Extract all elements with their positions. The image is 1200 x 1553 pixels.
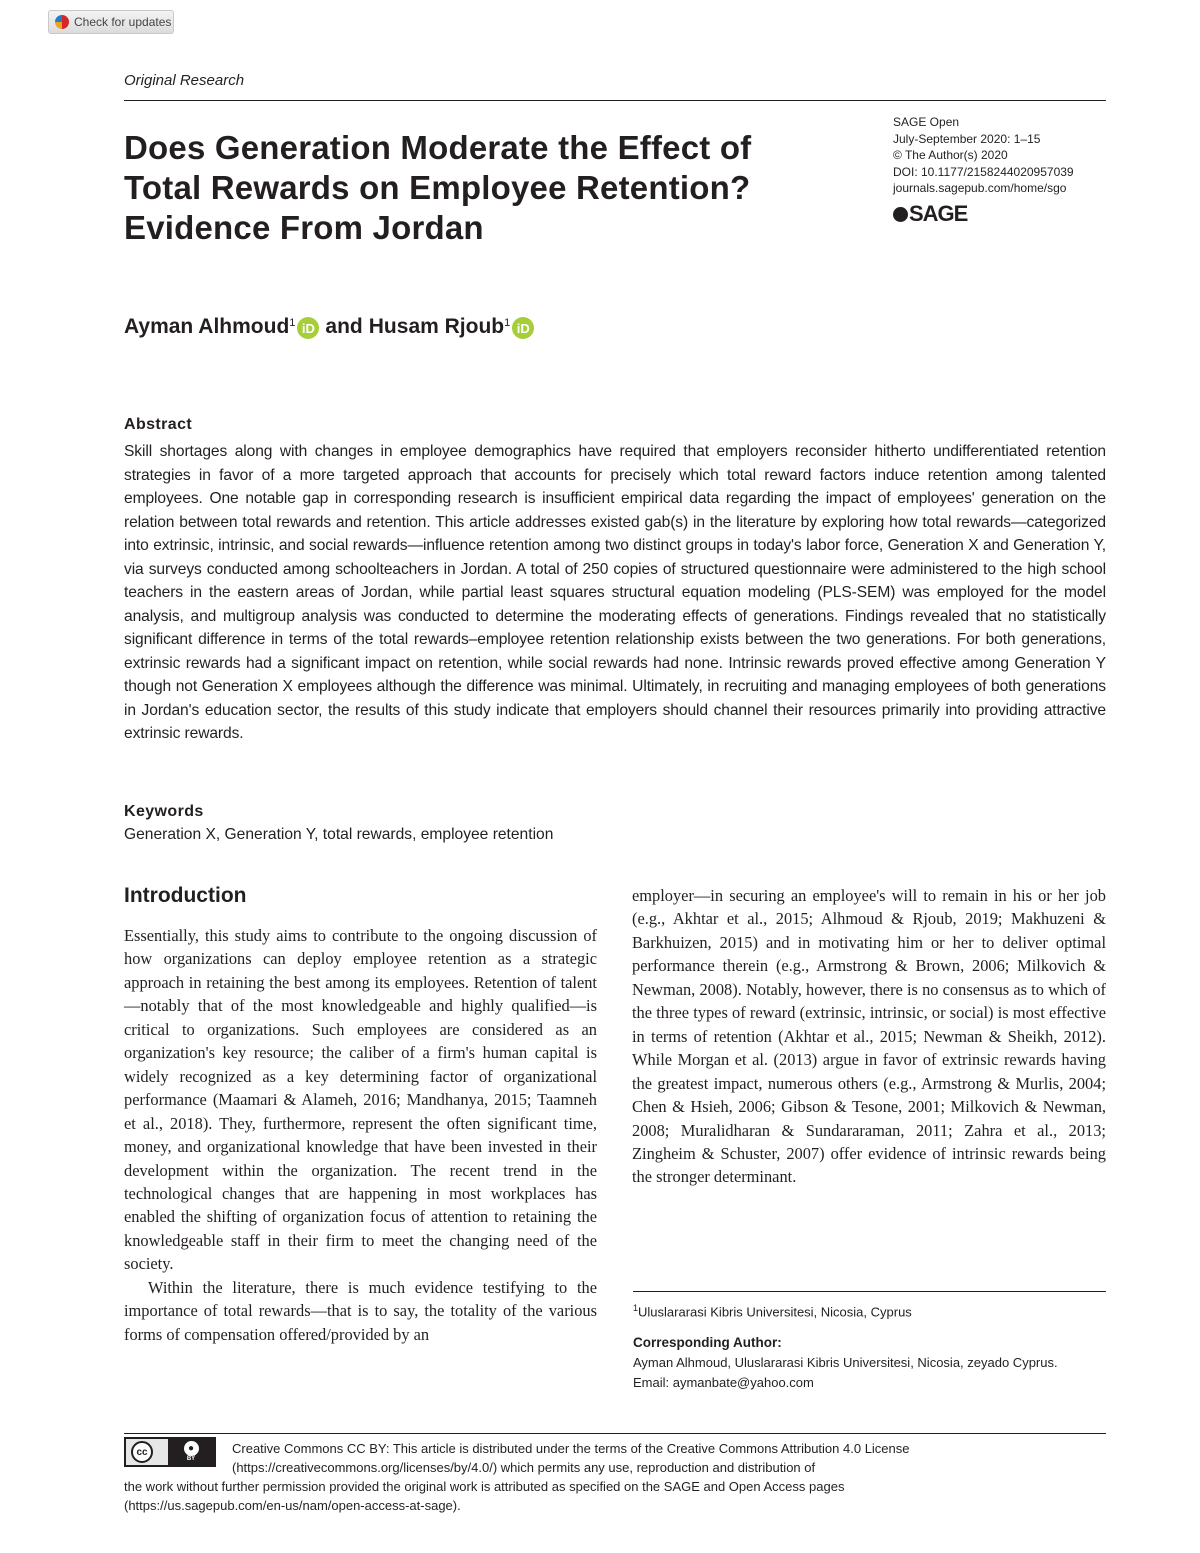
attribution-label: BY (186, 1456, 196, 1462)
journal-url-link[interactable]: journals.sagepub.com/home/sgo (893, 181, 1067, 195)
introduction-heading: Introduction (124, 884, 247, 907)
corresponding-author-heading: Corresponding Author: (633, 1335, 782, 1350)
attribution-icon (168, 1439, 214, 1465)
check-for-updates-label: Check for updates (74, 15, 172, 29)
license-url-link[interactable]: (https://creativecommons.org/licenses/by/4.0/) which permits any use, reproduction and distribution of (232, 1460, 816, 1475)
license-text-line: the work without further permission provided the original work is attributed as specified on the SAGE and Open Access pages (124, 1479, 845, 1494)
doi-link[interactable]: DOI: 10.1177/2158244020957039 (893, 164, 1074, 179)
person-icon: ● (184, 1441, 199, 1456)
crossmark-icon (55, 15, 69, 29)
keywords-heading: Keywords (124, 803, 204, 820)
body-paragraph: Essentially, this study aims to contribute to the ongoing discussion of how organizations can deploy employee retention as a strategic approach in retaining the best among its employees. Retention of talent—notably that of the most knowledgeable and highly qualified—is critical to organizations. Such employees are considered as an organization's key resource; the caliber of a firm's human capital is widely recognized as a key determining factor of organizational performance (Maamari & Alameh, 2016; Mandhanya, 2015; Taamneh et al., 2018). They, furthermore, represent the often significant time, money, and organizational knowledge that have been invested in their development within the organization. The recent trend in the technological changes that are happening in most workplaces has enabled the shifting of organization focus of attention to retaining the knowledgeable staff in their firm to meet the changing need of the society. (124, 926, 597, 1274)
affiliation-footnote (633, 1303, 912, 1319)
sage-logo-text: SAGE (909, 201, 968, 226)
cc-by-license-badge[interactable] (124, 1437, 216, 1467)
author-list (124, 315, 540, 339)
sage-logo (893, 201, 967, 227)
introduction-right-column: employer—in securing an employee's will to remain in his or her job (e.g., Akhtar et al., 2015; Alhmoud & Rjoub, 2019; Makhuzeni & Barkhuizen, 2015) and in motivating him or her to deliver optimal performance therein (e.g., Armstrong & Brown, 2006; Milkovich & Newman, 2008). Notably, however, there is no consensus as to which of the three types of reward (extrinsic, intrinsic, or social) is most effective in terms of retention (Akhtar et al., 2015; Newman & Sheikh, 2012). While Morgan et al. (2013) argue in favor of extrinsic rewards having the greatest impact, numerous others (e.g., Armstrong & Murlis, 2004; Chen & Hsieh, 2006; Gibson & Tesone, 2001; Milkovich & Newman, 2008; Muralidharan & Sundararaman, 2011; Zahra et al., 2013; Zingheim & Schuster, 2007) offer evidence of intrinsic rewards being the stronger determinant. (632, 886, 1106, 1187)
license-rule (124, 1433, 1106, 1434)
section-label: Original Research (124, 72, 245, 89)
keywords-text: Generation X, Generation Y, total rewards, employee retention (124, 826, 554, 843)
abstract-heading: Abstract (124, 416, 193, 433)
corresponding-author-address: Ayman Alhmoud, Uluslararasi Kibris Universitesi, Nicosia, zeyado Cyprus. (633, 1355, 1058, 1370)
sage-logo-mark (893, 207, 908, 222)
orcid-icon[interactable]: iD (512, 317, 534, 339)
corresponding-author-email[interactable]: Email: aymanbate@yahoo.com (633, 1375, 814, 1390)
affiliation-mark: 1 (504, 317, 511, 329)
abstract-text: Skill shortages along with changes in employee demographics have required that employers reconsider hitherto undifferentiated retention strategies in favor of a more targeted approach that accounts for precisely which total reward factors induce retention among talented employees. One notable gap in corresponding research is insufficient empirical data regarding the impact of employees' generation on the relation between total rewards and retention. This article addresses existed gab(s) in the literature by exploring how total rewards—categorized into extrinsic, intrinsic, and social rewards—influence retention among two distinct groups in today's labor force, Generation X and Generation Y, via surveys conducted among schoolteachers in Jordan. A total of 250 copies of structured questionnaire were administered to the high school teachers in the eastern areas of Jordan, while partial least squares structural equation modeling (PLS-SEM) was employed for the model analysis, and multigroup analysis was conducted to determine the moderating effects of generations. Findings revealed that no statistically significant difference in terms of the total rewards–employee retention relationship exists between the two generations. For both generations, extrinsic rewards had a significant impact on retention, while social rewards had none. Intrinsic rewards proved effective among Generation Y though not Generation X employees although the difference was minimal. Ultimately, in recruiting and managing employees of both generations in Jordan's education sector, the results of this study indicate that employers should channel their resources primarily into providing attractive extrinsic rewards. (124, 443, 1106, 742)
open-access-url-link[interactable]: (https://us.sagepub.com/en-us/nam/open-access-at-sage). (124, 1498, 461, 1513)
journal-issue: July-September 2020: 1–15 (893, 131, 1041, 146)
affiliation-mark: 1 (633, 1303, 639, 1313)
affiliation-text: Uluslararasi Kibris Universitesi, Nicosia, Cyprus (638, 1304, 912, 1320)
copyright-notice: © The Author(s) 2020 (893, 148, 1008, 162)
journal-name: SAGE Open (893, 115, 960, 129)
check-for-updates-button[interactable] (48, 10, 174, 34)
author-name: Husam Rjoub (368, 315, 505, 338)
affiliation-mark: 1 (289, 317, 296, 329)
footnote-rule (633, 1291, 1106, 1292)
creative-commons-icon: cc (131, 1441, 153, 1463)
author-separator: and (325, 315, 363, 338)
introduction-left-column (124, 924, 597, 1346)
body-paragraph: Within the literature, there is much evidence testifying to the importance of total rewards—that is to say, the totality of the various forms of compensation offered/provided by an (124, 1277, 597, 1344)
license-text-line: Creative Commons CC BY: This article is distributed under the terms of the Creative Commons Attribution 4.0 License (232, 1441, 910, 1456)
author-name: Ayman Alhmoud (124, 315, 290, 338)
header-rule (124, 100, 1106, 101)
orcid-icon[interactable]: iD (297, 317, 319, 339)
journal-info (893, 114, 1074, 197)
article-title: Does Generation Moderate the Effect of Total Rewards on Employee Retention? Evidence From Jordan (124, 129, 752, 246)
